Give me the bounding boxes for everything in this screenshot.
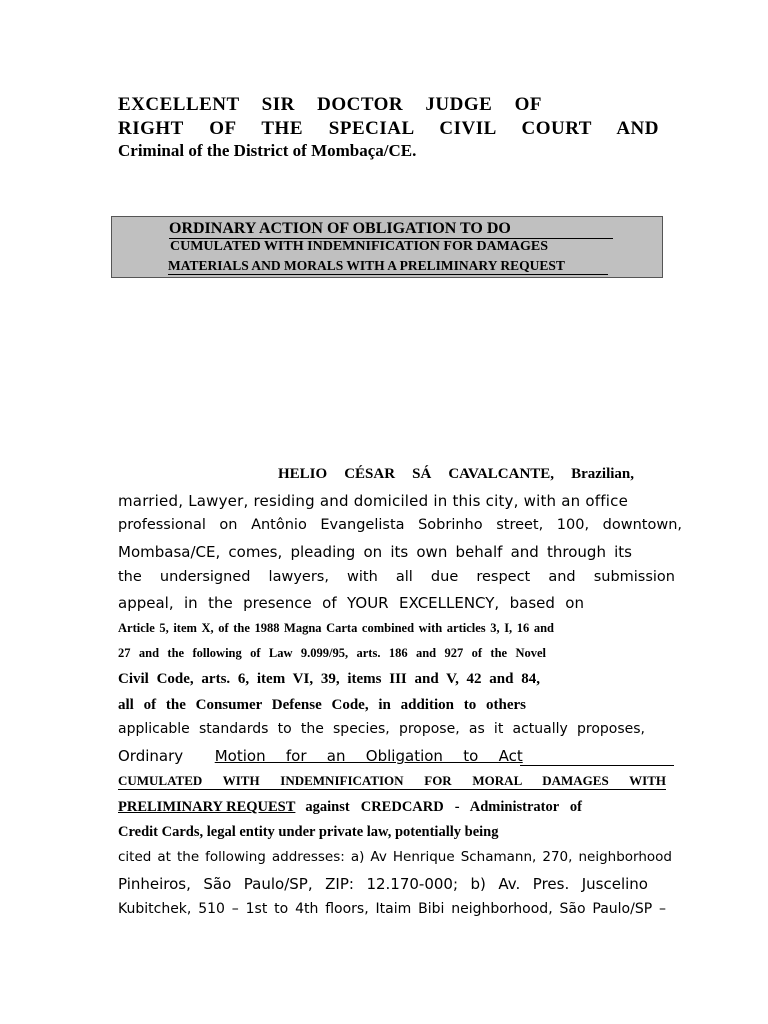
body-line: married, Lawyer, residing and domiciled in this city, with an office xyxy=(118,492,628,510)
defendant-description-line: Credit Cards, legal entity under private law, potentially being xyxy=(118,824,499,840)
court-heading-line-3: Criminal of the District of Mombaça/CE. xyxy=(118,141,417,160)
motion-title: Motion for an Obligation to Act xyxy=(214,747,523,765)
legal-basis-line: 27 and the following of Law 9.099/95, arts. 186 and 927 of the Novel xyxy=(118,646,546,660)
body-line: the undersigned lawyers, with all due respect and submission xyxy=(118,569,675,585)
underline-rule xyxy=(118,789,666,790)
body-line: appeal, in the presence of YOUR EXCELLENCY, based on xyxy=(118,594,584,612)
action-title-line-3: MATERIALS AND MORALS WITH A PRELIMINARY REQUEST xyxy=(168,258,608,275)
action-title-line-2: CUMULATED WITH INDEMNIFICATION FOR DAMAGES xyxy=(170,239,549,254)
cumulated-claim-line: CUMULATED WITH INDEMNIFICATION FOR MORAL DAMAGES WITH xyxy=(118,773,666,788)
legal-basis-line: Civil Code, arts. 6, item VI, 39, items III and V, 42 and 84, xyxy=(118,671,540,687)
plaintiff-name-line: HELIO CÉSAR SÁ CAVALCANTE, Brazilian, xyxy=(278,466,634,482)
address-line: cited at the following addresses: a) Av Henrique Schamann, 270, neighborhood xyxy=(118,849,672,865)
action-title-line-1: ORDINARY ACTION OF OBLIGATION TO DO xyxy=(169,220,613,239)
underline-rule xyxy=(520,765,674,766)
legal-basis-line: Article 5, item X, of the 1988 Magna Carta combined with articles 3, I, 16 and xyxy=(118,621,554,635)
court-heading-line-2: RIGHT OF THE SPECIAL CIVIL COURT AND xyxy=(118,118,659,139)
defendant-name: against CREDCARD - Administrator of xyxy=(305,799,582,815)
court-heading-line-1: EXCELLENT SIR DOCTOR JUDGE OF xyxy=(118,94,542,115)
address-line: Kubitchek, 510 – 1st to 4th floors, Itaim Bibi neighborhood, São Paulo/SP – xyxy=(118,901,666,917)
defendant-line xyxy=(118,799,582,816)
motion-line xyxy=(118,747,674,765)
body-line: Mombasa/CE, comes, pleading on its own behalf and through its xyxy=(118,543,632,561)
body-line: applicable standards to the species, propose, as it actually proposes, xyxy=(118,721,645,737)
ordinary-word: Ordinary xyxy=(118,747,184,765)
address-line: Pinheiros, São Paulo/SP, ZIP: 12.170-000; b) Av. Pres. Juscelino xyxy=(118,875,648,893)
legal-basis-line: all of the Consumer Defense Code, in addition to others xyxy=(118,697,526,713)
preliminary-request-label: PRELIMINARY REQUEST xyxy=(118,799,296,815)
action-title-box xyxy=(111,216,663,278)
body-line: professional on Antônio Evangelista Sobrinho street, 100, downtown, xyxy=(118,517,682,533)
